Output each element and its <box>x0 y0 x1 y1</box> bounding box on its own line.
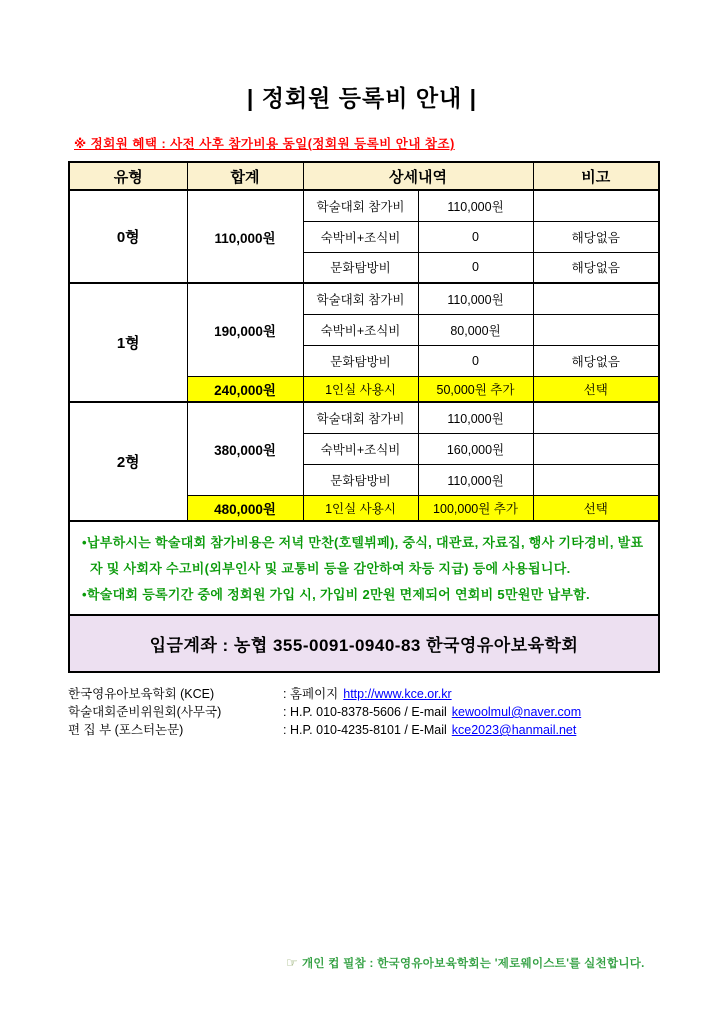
contact-info <box>68 685 658 739</box>
type-cell: 1형 <box>69 283 187 402</box>
total-cell: 110,000원 <box>187 190 303 283</box>
detail-amount-cell: 110,000원 <box>418 402 533 433</box>
remark-cell <box>533 314 659 345</box>
remark-cell: 해당없음 <box>533 345 659 376</box>
table-row <box>69 402 659 433</box>
remark-cell <box>533 464 659 495</box>
contact-detail-text: : H.P. 010-8378-5606 / E-mail <box>283 705 447 719</box>
remark-cell <box>533 283 659 314</box>
col-header-type: 유형 <box>69 162 187 190</box>
bank-account-row <box>69 615 659 672</box>
detail-item-cell: 숙박비+조식비 <box>303 314 418 345</box>
col-header-detail: 상세내역 <box>303 162 533 190</box>
total-cell: 380,000원 <box>187 402 303 495</box>
contact-org: 편 집 부 (포스터논문) <box>68 723 184 737</box>
contact-org: 한국영유아보육학회 (KCE) <box>68 687 215 701</box>
bank-account-cell: 입금계좌 : 농협 355-0091-0940-83 한국영유아보육학회 <box>69 615 659 672</box>
detail-item-cell: 숙박비+조식비 <box>303 433 418 464</box>
detail-item-cell: 학술대회 참가비 <box>303 283 418 314</box>
total-cell: 190,000원 <box>187 283 303 376</box>
option-amount-cell: 100,000원 추가 <box>418 495 533 521</box>
option-remark-cell: 선택 <box>533 495 659 521</box>
fee-table <box>68 161 660 673</box>
remark-cell <box>533 190 659 221</box>
usage-notes-row <box>69 521 659 615</box>
member-benefit-note: ※ 정회원 혜택 : 사전 사후 참가비용 동일(정회원 등록비 안내 참조) <box>74 137 455 151</box>
header-row <box>69 162 659 190</box>
website-link[interactable]: http://www.kce.or.kr <box>343 687 452 701</box>
option-total-cell: 240,000원 <box>187 376 303 402</box>
contact-row <box>68 703 658 721</box>
detail-amount-cell: 0 <box>418 252 533 283</box>
col-header-total: 합계 <box>187 162 303 190</box>
detail-amount-cell: 0 <box>418 221 533 252</box>
usage-note-1: •납부하시는 학술대회 참가비용은 저녁 만찬(호텔뷔페), 중식, 대관료, 자료집, 행사 기타경비, 발표자 및 사회자 수고비(외부인사 및 교통비 등을 감안하여 차등 지급) 등에 사용됩니다. <box>82 535 644 576</box>
detail-amount-cell: 110,000원 <box>418 190 533 221</box>
option-amount-cell: 50,000원 추가 <box>418 376 533 402</box>
option-item-cell: 1인실 사용시 <box>303 495 418 521</box>
detail-item-cell: 학술대회 참가비 <box>303 402 418 433</box>
detail-amount-cell: 80,000원 <box>418 314 533 345</box>
usage-note-2: •학술대회 등록기간 중에 정회원 가입 시, 가입비 2만원 면제되어 연회비 5만원만 납부함. <box>82 587 590 602</box>
contact-row <box>68 721 658 739</box>
option-total-cell: 480,000원 <box>187 495 303 521</box>
email-link-office[interactable]: kewoolmul@naver.com <box>451 705 582 719</box>
email-link-editorial[interactable]: kce2023@hanmail.net <box>451 723 577 737</box>
table-row <box>69 283 659 314</box>
option-item-cell: 1인실 사용시 <box>303 376 418 402</box>
detail-item-cell: 문화탐방비 <box>303 464 418 495</box>
usage-notes-cell <box>69 521 659 615</box>
detail-amount-cell: 160,000원 <box>418 433 533 464</box>
detail-amount-cell: 0 <box>418 345 533 376</box>
contact-detail <box>283 703 658 721</box>
contact-detail <box>283 721 658 739</box>
pointing-hand-icon: ☞ <box>286 955 298 970</box>
contact-row <box>68 685 658 703</box>
detail-item-cell: 문화탐방비 <box>303 345 418 376</box>
zero-waste-text: 개인 컵 필참 : 한국영유아보육학회는 '제로웨이스트'를 실천합니다. <box>301 958 645 970</box>
remark-cell <box>533 402 659 433</box>
remark-cell: 해당없음 <box>533 221 659 252</box>
contact-org: 학술대회준비위원회(사무국) <box>68 705 222 719</box>
detail-amount-cell: 110,000원 <box>418 283 533 314</box>
contact-detail <box>283 685 658 703</box>
option-remark-cell: 선택 <box>533 376 659 402</box>
remark-cell <box>533 433 659 464</box>
zero-waste-note <box>286 955 645 971</box>
col-header-remark: 비고 <box>533 162 659 190</box>
type-cell: 0형 <box>69 190 187 283</box>
remark-cell: 해당없음 <box>533 252 659 283</box>
detail-item-cell: 숙박비+조식비 <box>303 221 418 252</box>
detail-item-cell: 문화탐방비 <box>303 252 418 283</box>
table-row <box>69 190 659 221</box>
detail-item-cell: 학술대회 참가비 <box>303 190 418 221</box>
contact-detail-text: : H.P. 010-4235-8101 / E-Mail <box>283 723 447 737</box>
contact-detail-text: : 홈페이지 <box>283 687 339 701</box>
type-cell: 2형 <box>69 402 187 521</box>
page-title: | 정회원 등록비 안내 | <box>246 85 478 111</box>
detail-amount-cell: 110,000원 <box>418 464 533 495</box>
